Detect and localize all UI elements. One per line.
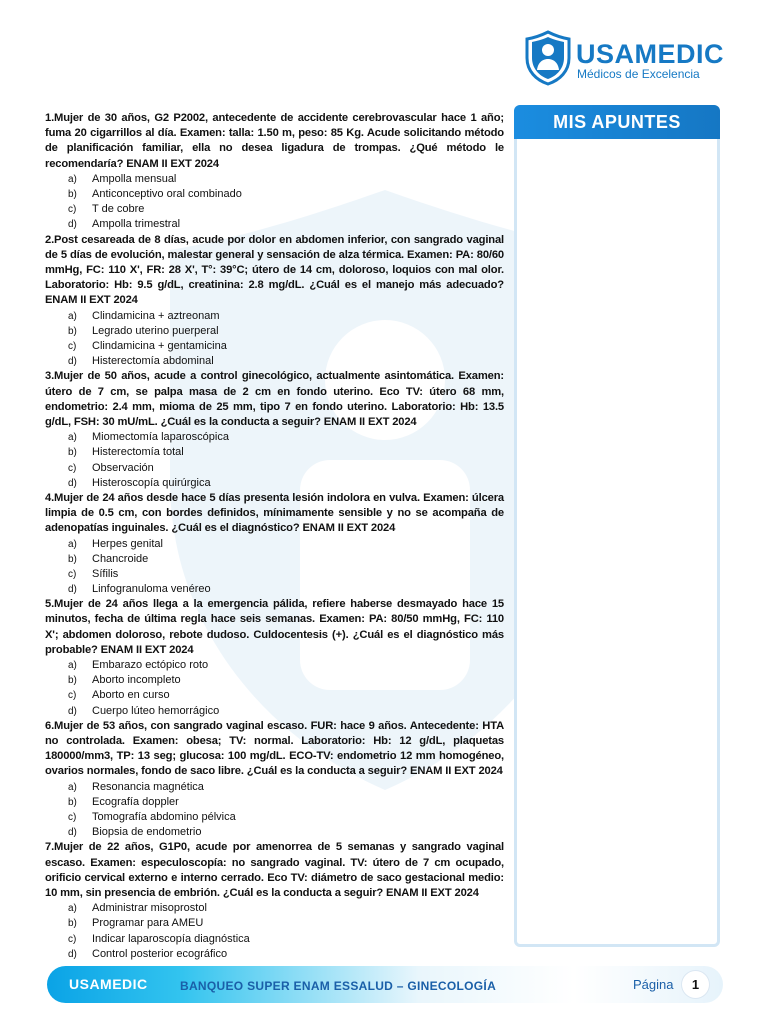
question-text: 7.Mujer de 22 años, G1P0, acude por amenorrea de 5 semanas y sangrado vaginal escaso. Examen: especuloscopía: no sangrado vaginal. TV: útero de 7 cm ocupado, orificio cervical externo e interno cerrado. Eco TV: diámetro de saco gestacional medio: 10 mm, sin presencia de embrión. ¿Cuál es la conducta a seguir? ENAM II EXT 2024 [45,841,504,899]
option-letter: b) [68,325,77,337]
question-item [45,369,504,491]
option-list [45,537,504,598]
question-item [45,719,504,841]
answer-option [45,932,504,947]
question-text: 5.Mujer de 24 años llega a la emergencia pálida, refiere haberse desmayado hace 15 minutos, fecha de última regla hace seis semanas. Examen: PA: 80/50 mmHg, FC: 110 X'; abdomen doloroso, rebote dudoso. Culdocentesis (+). ¿Cuál es el diagnóstico más probable? ENAM II EXT 2024 [45,598,504,656]
question-item [45,233,504,370]
option-text: Indicar laparoscopía diagnóstica [92,932,250,945]
option-letter: d) [68,827,77,839]
option-letter: c) [68,462,77,474]
option-letter: a) [68,660,77,672]
option-list [45,658,504,719]
answer-option [45,901,504,916]
logo-brand: USAMEDIC [576,39,725,69]
answer-option [45,537,504,552]
question-list [45,111,504,962]
option-text: Histerectomía abdominal [92,355,214,368]
option-text: Programar para AMEU [92,917,204,930]
option-letter: a) [68,173,77,185]
question-text: 3.Mujer de 50 años, acude a control ginecológico, actualmente asintomática. Examen: útero de 7 cm, se palpa masa de 2 cm en fondo uterino. Eco TV: útero 68 mm, endometrio: 2.4 mm, mioma de 25 mm, tipo 7 en fondo uterino. Laboratorio: Hb: 13.5 g/dL, FSH: 30 mU/mL. ¿Cuál es la conducta a seguir? ENAM II EXT 2024 [45,370,504,428]
option-text: Sífilis [92,567,119,580]
option-list [45,901,504,962]
question-item [45,111,504,233]
option-text: Resonancia magnética [92,780,204,793]
answer-option [45,582,504,597]
option-letter: d) [68,948,77,960]
option-text: Observación [92,461,154,474]
option-text: Herpes genital [92,537,163,550]
answer-option [45,445,504,460]
answer-option [45,202,504,217]
option-list [45,430,504,491]
question-text: 6.Mujer de 53 años, con sangrado vaginal escaso. FUR: hace 9 años. Antecedente: HTA no controlada. Examen: obesa; TV: normal. Laboratorio: Hb: 12 g/dL, plaquetas 180000/mm3, TP: 13 seg; glucosa: 100 mg/dL. ECO-TV: endometrio 12 mm homogéneo, ovarios normales, fondo de saco libre. ¿Cuál es la conducta a seguir? ENAM II EXT 2024 [45,719,504,778]
answer-option [45,810,504,825]
option-letter: b) [68,796,77,808]
option-letter: d) [68,477,77,489]
footer-bar [47,966,723,1003]
option-text: Chancroide [92,552,149,565]
answer-option [45,461,504,476]
option-text: Embarazo ectópico roto [92,659,209,672]
option-text: Miomectomía laparoscópica [92,431,229,444]
option-letter: c) [68,340,77,352]
question-item [45,840,504,962]
answer-option [45,476,504,491]
option-letter: a) [68,903,77,915]
answer-option [45,825,504,840]
question-text: 1.Mujer de 30 años, G2 P2002, antecedente de accidente cerebrovascular hace 1 año; fuma 20 cigarrillos al día. Examen: talla: 1.50 m, peso: 85 Kg. Acude solicitando método de planificación familiar, ella no desea ligadura de trompas. ¿Qué método le recomendaría? ENAM II EXT 2024 [45,112,504,170]
option-text: Legrado uterino puerperal [92,324,219,337]
option-list [45,309,504,370]
option-text: Ampolla mensual [92,172,177,185]
option-text: Anticonceptivo oral combinado [92,188,242,200]
option-list [45,172,504,233]
footer-brand: USAMEDIC [69,976,148,992]
answer-option [45,780,504,795]
logo [524,30,724,86]
notes-panel[interactable] [514,105,720,947]
notes-title: MIS APUNTES [514,105,720,139]
option-letter: c) [68,933,77,945]
option-letter: a) [68,432,77,444]
answer-option [45,339,504,354]
answer-option [45,916,504,931]
answer-option [45,658,504,673]
question-text: 4.Mujer de 24 años desde hace 5 días presenta lesión indolora en vulva. Examen: úlcera limpia de 0.5 cm, con bordes definidos, mínimamente sensible y no se acompaña de adenopatías inguinales. ¿Cuál es el diagnóstico? ENAM II EXT 2024 [45,491,504,535]
answer-option [45,430,504,445]
option-text: T de cobre [92,203,145,216]
page-number: 1 [682,971,709,998]
option-text: Histerectomía total [92,446,184,459]
option-letter: b) [68,918,77,930]
option-letter: d) [68,705,77,717]
option-letter: c) [68,812,77,823]
option-letter: a) [68,538,77,550]
option-text: Ampolla trimestral [92,218,181,231]
question-item [45,491,504,597]
option-letter: b) [68,553,77,565]
answer-option [45,947,504,962]
answer-option [45,309,504,324]
answer-option [45,217,504,232]
answer-option [45,552,504,567]
option-letter: d) [68,219,77,231]
option-text: Clindamicina + gentamicina [92,339,227,352]
option-letter: b) [68,189,77,200]
footer-title: BANQUEO SUPER ENAM ESSALUD – GINECOLOGÍA [180,979,497,993]
option-letter: a) [68,781,77,793]
option-text: Linfogranuloma venéreo [92,583,211,596]
option-text: Control posterior ecográfico [92,947,228,960]
option-text: Cuerpo lúteo hemorrágico [92,704,220,717]
option-text: Aborto incompleto [92,674,181,687]
question-item [45,597,504,719]
option-letter: c) [68,204,77,216]
answer-option [45,187,504,202]
option-letter: d) [68,356,77,368]
option-text: Histeroscopía quirúrgica [92,476,211,489]
option-letter: c) [68,690,77,702]
option-text: Tomografía abdomino pélvica [92,811,236,823]
option-letter: c) [68,568,77,580]
option-text: Administrar misoprostol [92,902,207,915]
answer-option [45,688,504,703]
shield-doctor-icon [524,30,572,86]
answer-option [45,673,504,688]
option-letter: a) [68,310,77,322]
option-text: Biopsia de endometrio [92,826,202,839]
logo-tagline: Médicos de Excelencia [577,67,700,81]
question-text: 2.Post cesareada de 8 días, acude por dolor en abdomen inferior, con sangrado vaginal de 5 días de evolución, malestar general y sensación de alza térmica. Examen: PA: 80/60 mmHg, FC: 110 X', FR: 28 X', T°: 39°C; útero de 14 cm, doloroso, loquios con mal olor. Laboratorio: Hb: 9.5 g/dL, creatinina: 2.8 mg/dL. ¿Cuál es el manejo más adecuado? ENAM II EXT 2024 [45,233,504,307]
answer-option [45,795,504,810]
option-letter: b) [68,447,77,459]
option-list [45,780,504,841]
option-text: Ecografía doppler [92,795,179,808]
answer-option [45,704,504,719]
option-text: Aborto en curso [92,689,170,702]
answer-option [45,324,504,339]
page-label: Página [633,977,674,992]
option-letter: b) [68,675,77,687]
answer-option [45,354,504,369]
option-letter: d) [68,584,77,596]
option-text: Clindamicina + aztreonam [92,309,220,322]
answer-option [45,172,504,187]
answer-option [45,567,504,582]
